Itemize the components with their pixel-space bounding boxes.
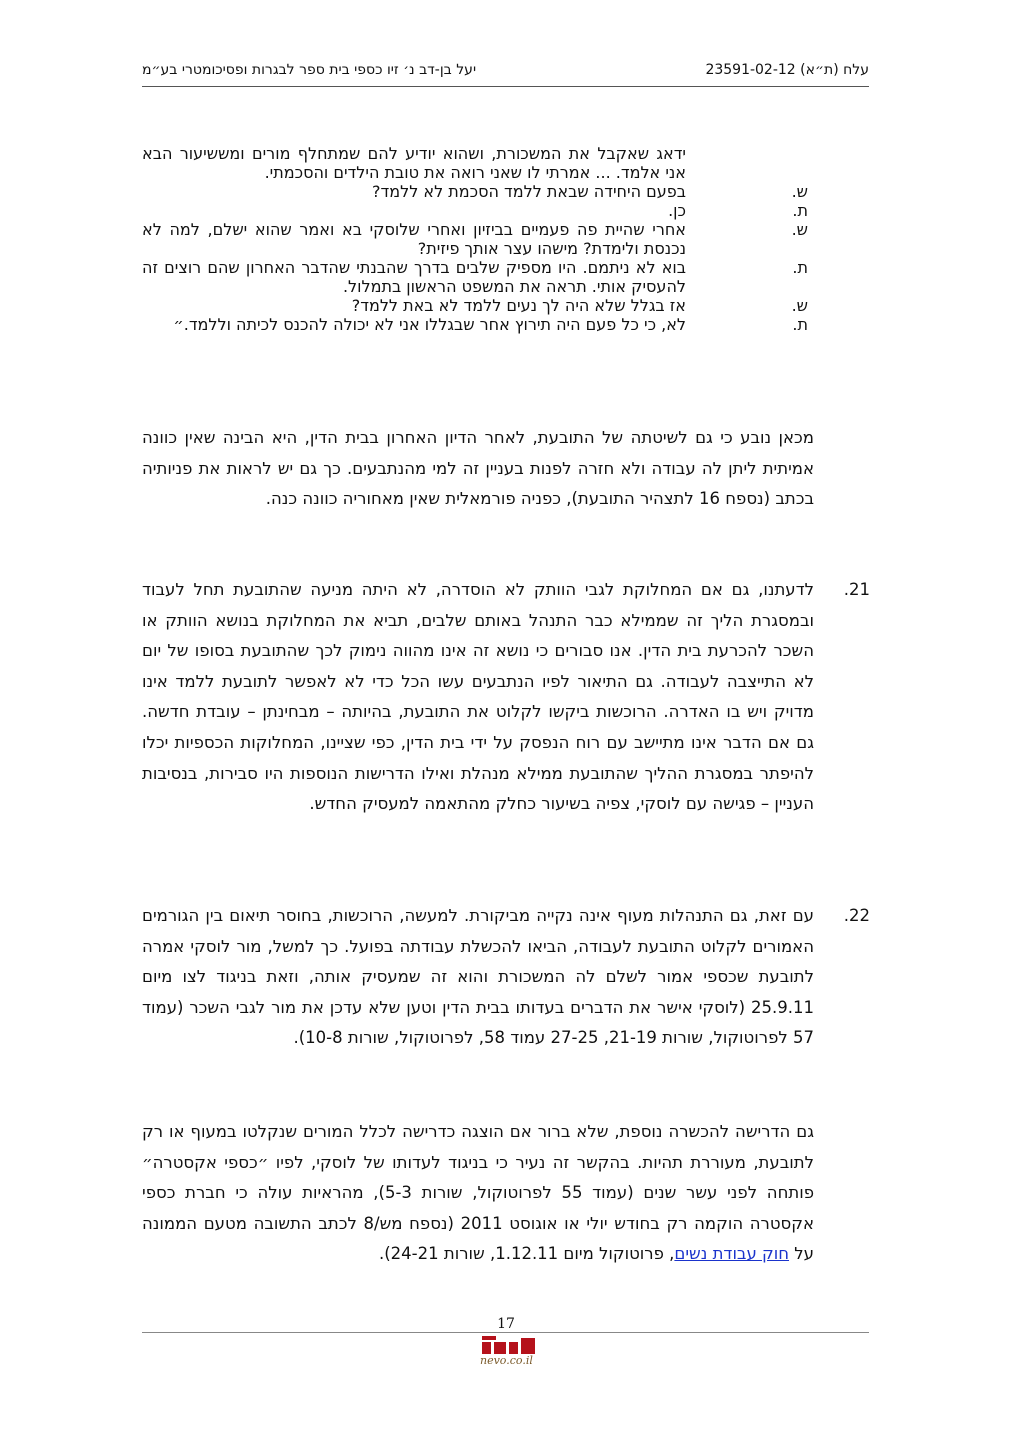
nevo-logo (474, 1334, 544, 1366)
qa-line (142, 182, 808, 201)
header-divider (142, 86, 869, 87)
qa-text: אחרי שהיית פה פעמיים בביזיון ואחרי שלוסקי בא ואמר שהוא ישלם, למה לא נכנסת ולימדת? מישהו עצר אותך פיזית? (142, 220, 686, 258)
paragraph-text: לדעתנו, גם אם המחלוקת לגבי הוותק לא הוסדרה, לא היתה מניעה שהתובעת תחל לעבוד ובמסגרת הליך זה שממילא כבר התנהל באותם שלבים, תביא את המחלוקת בנושא הוותק או השכר להכרעת בית הדין. אנו סבורים כי נושא זה אינו מהווה נימוק לכך שהתובעת בסופו של יום לא התייצבה לעבודה. גם התיאור לפיו הנתבעים עשו הכל כדי לא לאפשר לתובעת ללמד אינו מדויק ויש בו האדרה. הרוכשות ביקשו לקלוט את התובעת, בהיותה – מבחינתן – עובדת חדשה. גם אם הדבר אינו מתיישב עם רוח הנפסק על ידי בית הדין, כפי שציינו, המחלוקות הכספיות יכלו להיפתר במסגרת ההליך שהתובעת ממילא מנהלת ואילו הדרישות הנוספות היו סבירות, בנסיבות העניין – פגישה עם לוסקי, צפיה בשיעור כחלק מהתאמה למעסיק החדש. (142, 580, 814, 814)
speaker-label: ש. (791, 296, 808, 315)
speaker-label: ש. (791, 220, 808, 239)
case-parties: יעל בן-דב נ׳ זיו כספי בית ספר לבגרות ופסיכומטרי בע״מ (142, 62, 477, 78)
qa-line (142, 315, 808, 334)
speaker-label: ת. (792, 315, 808, 334)
qa-line (142, 296, 808, 315)
speaker-label: ש. (791, 182, 808, 201)
qa-line (142, 201, 808, 220)
qa-text: אז בגלל שלא היה לך נעים ללמד לא באת ללמד? (351, 296, 686, 315)
qa-line (142, 220, 808, 258)
qa-text: לא, כי כל פעם היה תירוץ אחר שבגללו אני לא יכולה להכנס לכיתה וללמד.״ (173, 315, 686, 334)
paragraph-text: עם זאת, גם התנהלות מעוף אינה נקייה מביקורת. למעשה, הרוכשות, בחוסר תיאום בין הגורמים האמורים לקלוט התובעת לעבודה, הביאו להכשלת עבודתה בפועל. כך למשל, מור לוסקי אמרה לתובעת שכספי אמור לשלם לה המשכורת והוא זה שמעסיק אותה, וזאת בניגוד לצו מיום 25.9.11 (לוסקי אישר את הדברים בעדותו בבית הדין וטען שלא עדכן את מור לגבי השכר (עמוד 57 לפרוטוקול, שורות 21-19, 27-25 עמוד 58, לפרוטוקול, שורות 10-8). (142, 906, 814, 1048)
paragraph-22 (142, 901, 870, 1054)
speaker-label: ת. (792, 258, 808, 277)
qa-text: כן. (668, 201, 686, 220)
law-link[interactable]: חוק עבודת נשים (674, 1244, 790, 1264)
qa-text: בפעם היחידה שבאת ללמד הסכמת לא ללמד? (372, 182, 686, 201)
paragraph-text-tail: , פרוטוקול מיום 1.12.11, שורות 24-21). (378, 1244, 675, 1264)
qa-line (142, 258, 808, 296)
svg-text:nevo.co.il: nevo.co.il (480, 1354, 533, 1366)
paragraph-text: מכאן נובע כי גם לשיטתה של התובעת, לאחר הדיון האחרון בבית הדין, היא הבינה שאין כוונה אמיתית ליתן לה עבודה ולא חזרה לפנות בעניין זה למי מהנתבעים. כך גם יש לראות את פניותיה בכתב (נספח 16 לתצהיר התובעת), כפניה פורמאלית שאין מאחוריה כוונה כנה. (142, 428, 814, 509)
testimony-quote (142, 144, 857, 334)
paragraph-training (142, 1117, 814, 1270)
quote-intro: ידאג שאקבל את המשכורת, ושהוא יודיע להם שמתחלף מורים ומששיעור הבא אני אלמד. ... אמרתי לו שאני רואה את טובת הילדים והסכמתי. (142, 144, 686, 182)
paragraph-conclusion (142, 423, 814, 515)
case-number: עלח (ת״א) 23591-02-12 (705, 62, 869, 78)
speaker-label: ת. (792, 201, 808, 220)
paragraph-number: 21. (843, 580, 870, 599)
paragraph-text: גם הדרישה להכשרה נוספת, שלא ברור אם הוצגה כדרישה לכלל המורים שנקלטו במעוף או רק לתובעת, מעוררת תהיות. בהקשר זה נעיר כי בניגוד לעדותו של לוסקי, לפיו ״כספי אקסטרה״ פותחה לפני עשר שנים (עמוד 55 לפרוטוקול, שורות 5-3), מהראיות עולה כי חברת כספי אקסטרה הוקמה רק בחודש יולי או אוגוסט 2011 (נספח מש/8 לכתב התשובה מטעם הממונה על (142, 1122, 814, 1264)
paragraph-21 (142, 575, 870, 820)
qa-text: בוא לא ניתמם. היו מספיק שלבים בדרך שהבנתי שהדבר האחרון שהם רוצים זה להעסיק אותי. תראה את המשפט הראשון בתמלול. (142, 258, 686, 296)
footer-divider (142, 1332, 869, 1333)
paragraph-number: 22. (843, 906, 870, 925)
page-header (142, 60, 869, 84)
page-number: 17 (497, 1316, 515, 1332)
